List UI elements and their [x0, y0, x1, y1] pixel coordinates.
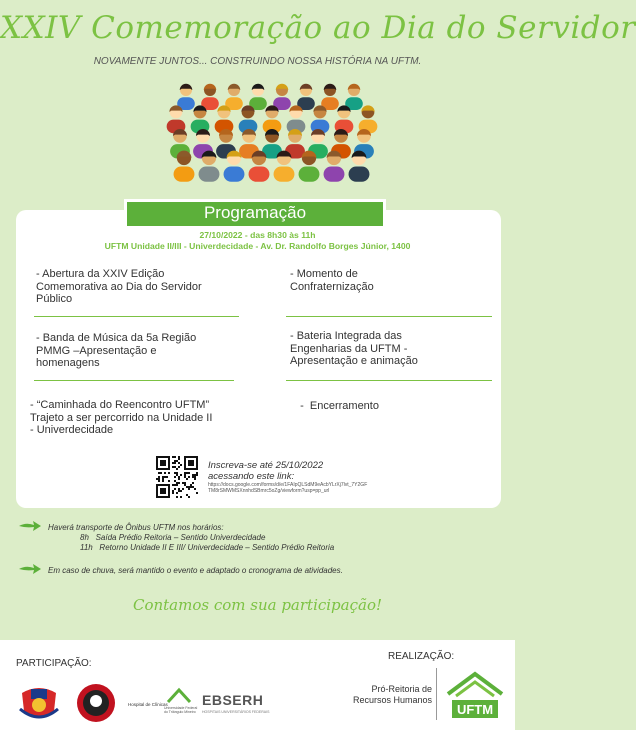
rain-note: Em caso de chuva, será mantido o evento e adaptado o cronograma de atividades.	[48, 566, 343, 575]
hospital-logo	[128, 688, 202, 720]
event-date: 27/10/2022 - das 8h30 às 11h	[199, 230, 316, 240]
arrow-right-icon	[18, 563, 42, 575]
event-location: UFTM Unidade II/III - Univerdecidade - Av. Dr. Randolfo Borges Júnior, 1400	[104, 241, 411, 251]
ebserh-logo-text: EBSERH	[202, 692, 264, 708]
hospital-logo-subtext: Universidade Federal do Triângulo Mineiro	[164, 706, 198, 714]
divider	[286, 316, 492, 317]
drum-corps-logo	[76, 683, 116, 723]
program-item-confraternizacao: - Momento de Confraternização	[290, 268, 374, 293]
uftm-logo-text: UFTM	[456, 702, 494, 717]
prorectory-name: Pró-Reitoria de Recursos Humanos	[352, 684, 432, 705]
program-banner: Programação	[124, 199, 386, 229]
divider	[34, 316, 239, 317]
event-date-location	[20, 230, 495, 252]
transport-note: Haverá transporte de Ônibus UFTM nos horários:	[48, 523, 224, 532]
person-figure	[224, 167, 245, 182]
signup-text: Inscreva-se até 25/10/2022 acessando este link:	[208, 460, 324, 482]
hospital-logo-text: Hospital de Clínicas	[128, 702, 168, 707]
thanks-message: Contamos com sua participação!	[132, 596, 383, 614]
participation-label: PARTICIPAÇÃO:	[16, 658, 92, 669]
person-figure	[174, 167, 195, 182]
program-item-abertura: - Abertura da XXIV Edição Comemorativa ao Dia do Servidor Público	[36, 268, 202, 305]
arrow-right-icon	[18, 520, 42, 532]
divider	[34, 380, 234, 381]
program-item-encerramento: - Encerramento	[294, 400, 379, 412]
person-figure	[324, 167, 345, 182]
ebserh-logo	[202, 690, 270, 720]
police-band-logo	[18, 683, 60, 723]
hospital-mark-icon	[166, 688, 192, 704]
uftm-logo	[446, 670, 504, 720]
bus-schedule-2: 11h Retorno Unidade II E III/ Univerdecidade – Sentido Prédio Reitoria	[80, 543, 335, 552]
realization-label: REALIZAÇÃO:	[388, 651, 455, 662]
program-item-banda: - Banda de Música da 5a Região PMMG –Apresentação e homenagens	[36, 332, 197, 369]
bus-schedule-1: 8h Saída Prédio Reitoria – Sentido Univerdecidade	[80, 533, 266, 542]
person-figure	[274, 167, 295, 182]
program-item-bateria: - Bateria Integrada das Engenharias da UFTM - Apresentação e animação	[290, 330, 418, 367]
event-title: XXIV Comemoração ao Dia do Servidor	[0, 10, 636, 46]
ebserh-logo-subtext: HOSPITAIS UNIVERSITÁRIOS FEDERAIS	[202, 710, 270, 714]
footer-divider	[436, 668, 437, 720]
signup-link[interactable]: https://docs.google.com/forms/d/e/1FAIpQLSdM9eAcbYLrXj7lvt_7Y2GFTM8rSMWMSXnnhdSBmrc5oZg/viewform?usp=pp_url	[208, 482, 368, 494]
qr-code[interactable]	[156, 456, 198, 498]
person-figure	[249, 167, 270, 182]
program-item-caminhada: - “Caminhada do Reencontro UFTM” Trajeto a ser percorrido na Unidade II - Univerdecidade	[30, 399, 213, 436]
divider	[286, 380, 492, 381]
crowd-illustration	[168, 76, 374, 180]
person-figure	[199, 167, 220, 182]
person-figure	[349, 167, 370, 182]
person-figure	[299, 167, 320, 182]
event-subtitle: NOVAMENTE JUNTOS... CONSTRUINDO NOSSA HISTÓRIA NA UFTM.	[93, 56, 422, 67]
